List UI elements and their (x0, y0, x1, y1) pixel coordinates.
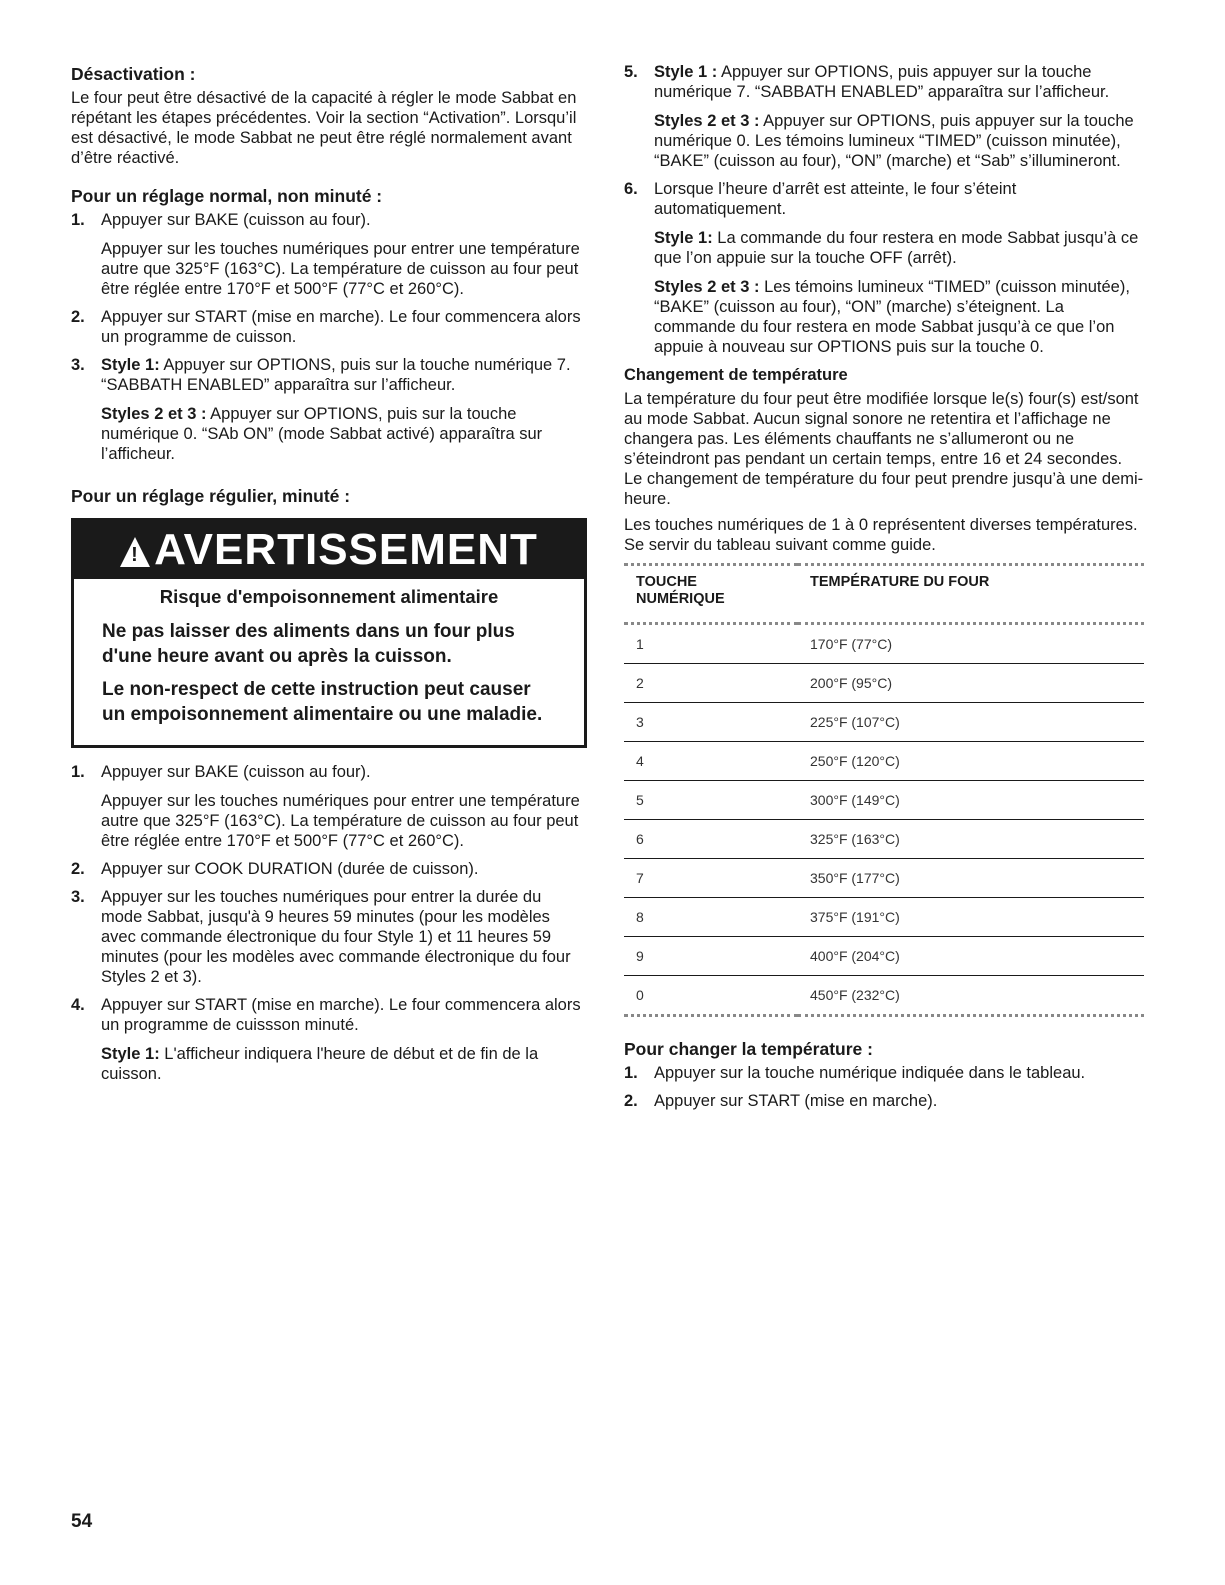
list-item: 3. Appuyer sur les touches numériques pour entrer la durée du mode Sabbat, jusqu'à 9 heures 59 minutes (pour les modèles avec commande électronique du four Style 1) et 11 heures 59 minutes (pour les modèles avec commande électronique du four Styles 2 et 3). (71, 888, 571, 986)
warning-header (74, 521, 584, 579)
deactivation-heading: Désactivation : (71, 64, 196, 84)
normal-steps-list (71, 210, 587, 464)
table-row: 1 170°F (77°C) (624, 624, 1144, 664)
temperature-change-text: La température du four peut être modifiée lorsque le(s) four(s) est/sont au mode Sabbat. Aucun signal sonore ne retentira et l’affichage ne changera pas. Les éléments chauffants ne s’allumeront ou ne s’éteindront pas pendant un certain temps, entre 16 et 24 secondes. Le changement de température du four peut prendre jusqu’à une demi-heure. (624, 390, 1144, 508)
deactivation-text: Le four peut être désactivé de la capacité à régler le mode Sabbat en répétant les étapes précédentes. Voir la section “Activation”. Lorsqu’il est désactivé, le mode Sabbat ne peut être réglé normalement avant d’être réactivé. (71, 89, 577, 167)
list-item: 1. Appuyer sur BAKE (cuisson au four). Appuyer sur les touches numériques pour entrer une température autre que 325°F (163°C). La température de cuisson au four peut être réglée entre 170°F et 500°F (77°C et 260°C). (71, 211, 580, 298)
warning-title: AVERTISSEMENT (154, 525, 538, 574)
table-row: 7 350°F (177°C) (624, 859, 1144, 898)
temperature-change-heading: Changement de température (624, 366, 848, 384)
list-item: 2. Appuyer sur START (mise en marche). Le four commencera alors un programme de cuisson. (71, 308, 581, 346)
column-header-temperature: TEMPÉRATURE DU FOUR (798, 565, 1144, 624)
table-row: 5 300°F (149°C) (624, 781, 1144, 820)
table-row: 8 375°F (191°C) (624, 898, 1144, 937)
table-row: 4 250°F (120°C) (624, 742, 1144, 781)
timed-setting-heading: Pour un réglage régulier, minuté : (71, 486, 351, 506)
timed-steps-list (71, 762, 587, 1084)
list-item: 3. Style 1: Appuyer sur OPTIONS, puis sur la touche numérique 7. “SABBATH ENABLED” apparaîtra sur l’afficheur. Styles 2 et 3 : Appuyer sur OPTIONS, puis sur la touche numérique 0. “SAb ON” (mode Sabbat activé) apparaîtra sur l’afficheur. (71, 356, 571, 463)
table-row: 3 225°F (107°C) (624, 703, 1144, 742)
list-item: 4. Appuyer sur START (mise en marche). Le four commencera alors un programme de cuissson minuté. Style 1: L'afficheur indiquera l'heure de début et de fin de la cuisson. (71, 996, 581, 1083)
temperature-keys-text: Les touches numériques de 1 à 0 représentent diverses températures. Se servir du tableau suivant comme guide. (624, 516, 1138, 554)
warning-box (71, 518, 587, 748)
table-row: 9 400°F (204°C) (624, 937, 1144, 976)
right-column (624, 62, 1144, 1119)
left-column (71, 62, 587, 1092)
list-item: 5. Style 1 : Appuyer sur OPTIONS, puis appuyer sur la touche numérique 7. “SABBATH ENABLED” apparaîtra sur l’afficheur. Styles 2 et 3 : Appuyer sur OPTIONS, puis appuyer sur la touche numérique 0. Les témoins lumineux “TIMED” (cuisson minutée), “BAKE” (cuisson au four), “ON” (marche) et “Sab” s’illumineront. (624, 63, 1134, 170)
normal-setting-heading: Pour un réglage normal, non minuté : (71, 186, 383, 206)
table-row: 0 450°F (232°C) (624, 976, 1144, 1016)
list-item: 2. Appuyer sur START (mise en marche). (624, 1092, 938, 1110)
table-row: 6 325°F (163°C) (624, 820, 1144, 859)
list-item: 1. Appuyer sur la touche numérique indiquée dans le tableau. (624, 1064, 1086, 1082)
warning-line: Ne pas laisser des aliments dans un four plus d'une heure avant ou après la cuisson. (102, 621, 515, 667)
list-item: 2. Appuyer sur COOK DURATION (durée de cuisson). (71, 860, 479, 878)
list-item: 6. Lorsque l’heure d’arrêt est atteinte, le four s’éteint automatiquement. Style 1: La commande du four restera en mode Sabbat jusqu’à ce que l’on appuie sur la touche OFF (arrêt). Styles 2 et 3 : Les témoins lumineux “TIMED” (cuisson minutée), “BAKE” (cuisson au four), “ON” (marche) s’éteignent. La commande du four restera en mode Sabbat jusqu’à ce que l’on appuie à nouveau sur OPTIONS puis sur la touche 0. (624, 180, 1139, 356)
change-temperature-heading: Pour changer la température : (624, 1039, 873, 1059)
warning-triangle-icon: ! (120, 537, 150, 567)
warning-line: Le non-respect de cette instruction peut causer un empoisonnement alimentaire ou une maladie. (102, 679, 543, 725)
list-item: 1. Appuyer sur BAKE (cuisson au four). Appuyer sur les touches numériques pour entrer une température autre que 325°F (163°C). La température de cuisson au four peut être réglée entre 170°F et 500°F (77°C et 260°C). (71, 763, 580, 850)
page-number: 54 (71, 1511, 93, 1532)
table-row: 2 200°F (95°C) (624, 664, 1144, 703)
temperature-table (624, 563, 1144, 1017)
column-header-key: TOUCHE NUMÉRIQUE (624, 565, 798, 624)
warning-subtitle: Risque d'empoisonnement alimentaire (159, 586, 499, 607)
